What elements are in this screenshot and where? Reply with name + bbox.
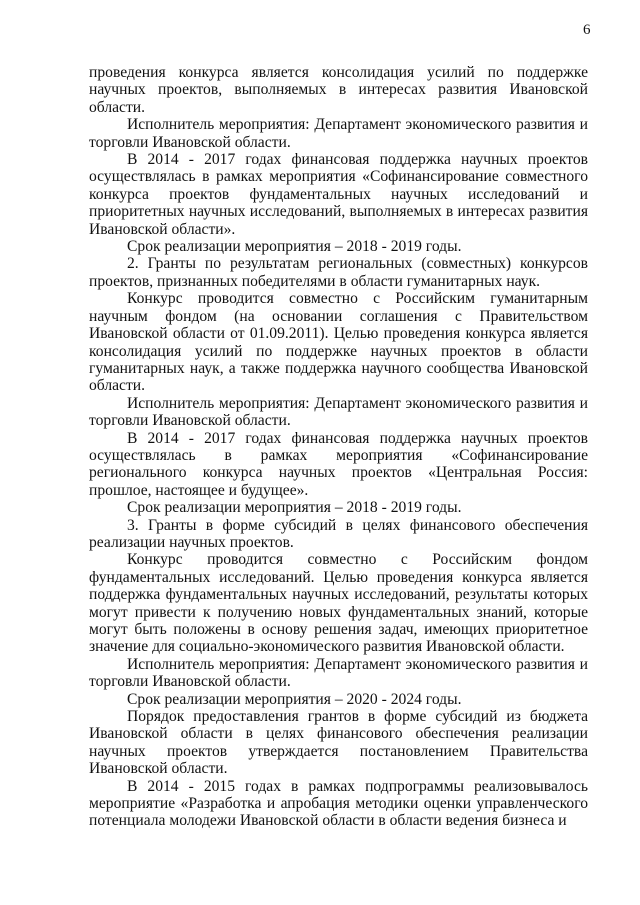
- page-number: 6: [583, 22, 591, 38]
- paragraph: Конкурс проводится совместно с Российским гуманитарным научным фондом (на основании соглашения с Правительством Ивановской области от 01.09.2011). Целью проведения конкурса является консолидация усилий по поддержке научных проектов в области гуманитарных наук, а также поддержка научного сообщества Ивановской области.: [89, 290, 588, 395]
- paragraph-heading-item-2: 2. Гранты по результатам региональных (совместных) конкурсов проектов, признанных победителями в области гуманитарных наук.: [89, 255, 588, 290]
- paragraph: В 2014 - 2017 годах финансовая поддержка научных проектов осуществлялась в рамках мероприятия «Софинансирование совместного конкурса проектов фундаментальных научных исследований и приоритетных научных исследований, выполняемых в интересах развития Ивановской области».: [89, 151, 588, 238]
- paragraph: Конкурс проводится совместно с Российским фондом фундаментальных исследований. Целью проведения конкурса является поддержка фундаментальных научных исследований, результаты которых могут привести к получению новых фундаментальных знаний, которые могут быть положены в основу решения задач, имеющих приоритетное значение для социально-экономического развития Ивановской области.: [89, 551, 588, 656]
- paragraph: Исполнитель мероприятия: Департамент экономического развития и торговли Ивановской области.: [89, 116, 588, 151]
- paragraph: Порядок предоставления грантов в форме субсидий из бюджета Ивановской области в целях финансового обеспечения реализации научных проектов утверждается постановлением Правительства Ивановской области.: [89, 708, 588, 778]
- paragraph: Исполнитель мероприятия: Департамент экономического развития и торговли Ивановской области.: [89, 394, 588, 430]
- paragraph: В 2014 - 2015 годах в рамках подпрограммы реализовывалось мероприятие «Разработка и апробация методики оценки управленческого потенциала молодежи Ивановской области в области ведения бизнеса и: [89, 777, 588, 830]
- paragraph: Исполнитель мероприятия: Департамент экономического развития и торговли Ивановской области.: [89, 655, 588, 691]
- paragraph-continuation: проведения конкурса является консолидация усилий по поддержке научных проектов, выполняемых в интересах развития Ивановской области.: [89, 64, 588, 116]
- paragraph: В 2014 - 2017 годах финансовая поддержка научных проектов осуществлялась в рамках мероприятия «Софинансирование регионального конкурса научных проектов «Центральная Россия: прошлое, настоящее и будущее».: [89, 429, 588, 499]
- paragraph: Срок реализации мероприятия – 2020 - 2024 годы.: [127, 690, 462, 708]
- paragraph: Срок реализации мероприятия – 2018 - 2019 годы.: [127, 499, 462, 517]
- paragraph-heading-item-3: 3. Гранты в форме субсидий в целях финансового обеспечения реализации научных проектов.: [89, 516, 588, 551]
- document-body: [89, 64, 588, 830]
- paragraph: Срок реализации мероприятия – 2018 - 2019 годы.: [127, 238, 462, 256]
